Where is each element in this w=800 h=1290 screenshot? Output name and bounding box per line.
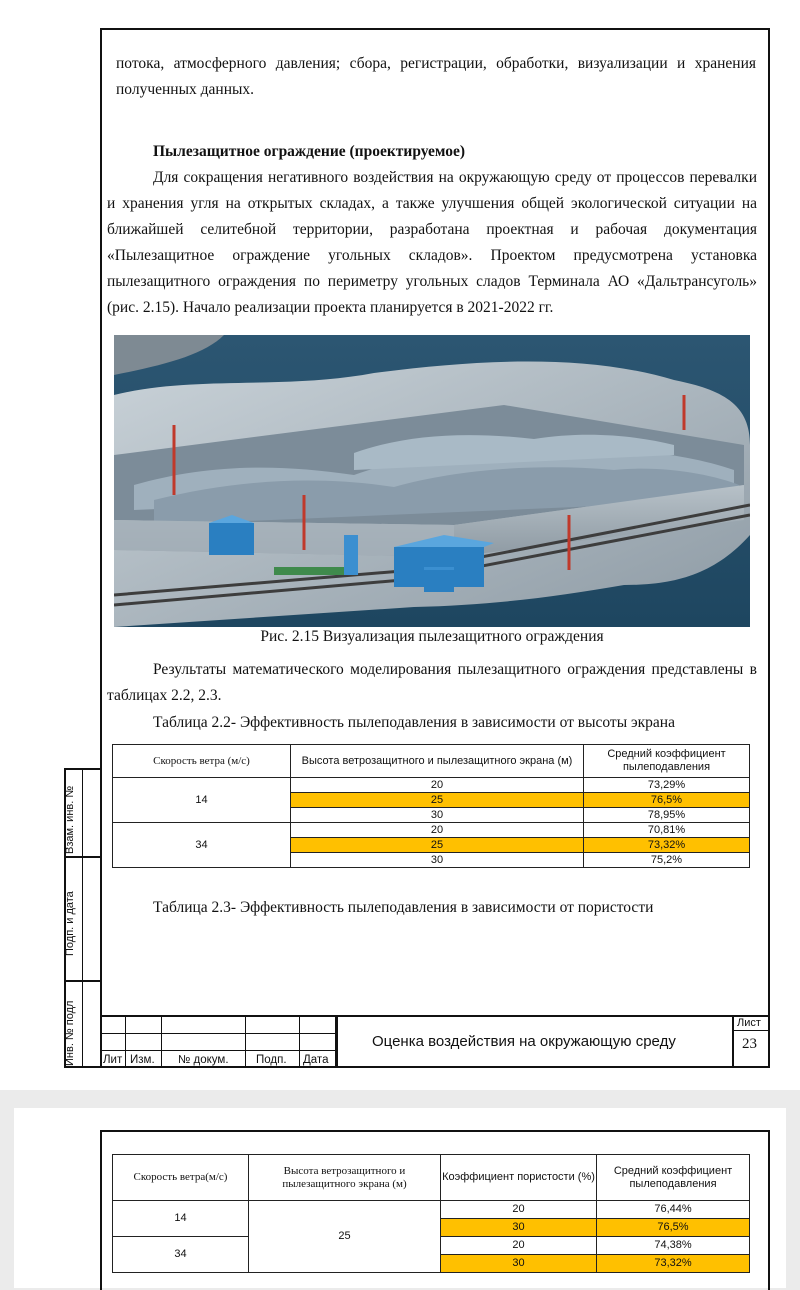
coef-cell: 76,5%: [584, 793, 750, 808]
col-podp: Подп.: [256, 1054, 287, 1066]
coef-cell: 76,44%: [597, 1201, 750, 1219]
intro-line-2: полученных данных.: [116, 81, 255, 98]
porosity-cell: 30: [441, 1219, 597, 1237]
height-cell: 30: [291, 853, 584, 868]
wind-cell: 14: [113, 1201, 249, 1237]
main-line-6: (рис. 2.15). Начало реализации проекта планируется в 2021-2022 гг.: [107, 299, 554, 316]
coef-cell: 75,2%: [584, 853, 750, 868]
main-line-5: пылезащитного ограждения по периметру угольных сладов Терминала АО «Дальтрансуголь»: [107, 273, 757, 290]
title-block: [100, 1015, 770, 1068]
col-doc: № докум.: [178, 1054, 229, 1066]
coef-cell: 74,38%: [597, 1237, 750, 1255]
porosity-cell: 20: [441, 1237, 597, 1255]
terminal-visualization-image: [114, 335, 750, 627]
header-cell: Скорость ветра (м/с): [113, 745, 291, 778]
header-cell: Коэффициент пористости (%): [441, 1155, 597, 1201]
height-cell: 20: [291, 778, 584, 793]
main-line-1: Для сокращения негативного воздействия на окружающую среду от процессов перевалки: [153, 169, 757, 186]
col-date: Дата: [303, 1054, 329, 1066]
header-cell: Высота ветрозащитного и пылезащитного экрана (м): [291, 745, 584, 778]
wind-cell: 34: [113, 823, 291, 868]
wind-cell: 34: [113, 1237, 249, 1273]
side-stamp-podp: [64, 858, 100, 982]
results-line-2: таблицах 2.2, 2.3.: [107, 687, 222, 704]
coef-cell: 73,29%: [584, 778, 750, 793]
side-stamp-label: Подп. и дата: [64, 891, 76, 956]
table-2-3-title: Таблица 2.3- Эффективность пылеподавления в зависимости от пористости: [153, 899, 654, 916]
height-cell: 30: [291, 808, 584, 823]
intro-line-1: потока, атмосферного давления; сбора, регистрации, обработки, визуализации и хранения: [116, 55, 756, 72]
coef-cell: 76,5%: [597, 1219, 750, 1237]
table-2-2-title: Таблица 2.2- Эффективность пылеподавления в зависимости от высоты экрана: [153, 714, 675, 731]
header-cell: Скорость ветра(м/с): [113, 1155, 249, 1201]
wind-cell: 14: [113, 778, 291, 823]
coef-cell: 73,32%: [597, 1255, 750, 1273]
col-lit: Лит: [103, 1054, 123, 1066]
figure-caption: Рис. 2.15 Визуализация пылезащитного ограждения: [260, 628, 604, 645]
height-cell: 25: [249, 1201, 441, 1273]
height-cell: 25: [291, 793, 584, 808]
side-stamp-label: Инв. № подл: [64, 1000, 76, 1066]
sheet-number: 23: [742, 1036, 757, 1052]
header-cell: Средний коэффициент пылеподавления: [584, 745, 750, 778]
table-2-3: [112, 1154, 750, 1273]
sheet-label: Лист: [737, 1017, 761, 1029]
height-cell: 25: [291, 838, 584, 853]
main-line-3: ближайшей селитебной территории, разработана проектная и рабочая документация: [107, 221, 757, 238]
height-cell: 20: [291, 823, 584, 838]
porosity-cell: 30: [441, 1255, 597, 1273]
section-heading: Пылезащитное ограждение (проектируемое): [153, 143, 466, 160]
side-stamp-inv: [64, 982, 100, 1068]
main-line-2: и хранения угля на открытых складах, а также улучшения общей экологической ситуации на: [107, 195, 757, 212]
header-cell: Высота ветрозащитного и пылезащитного экрана (м): [249, 1155, 441, 1201]
porosity-cell: 20: [441, 1201, 597, 1219]
results-line-1: Результаты математического моделирования пылезащитного ограждения представлены в: [153, 661, 757, 678]
coef-cell: 78,95%: [584, 808, 750, 823]
table-2-2: [112, 744, 750, 868]
side-stamp-label: Взам. инв. №: [64, 785, 76, 854]
col-izm: Изм.: [130, 1054, 155, 1066]
coef-cell: 73,32%: [584, 838, 750, 853]
document-page-2: [14, 1108, 786, 1288]
main-line-4: «Пылезащитное ограждение угольных складов». Проектом предусмотрена установка: [107, 247, 757, 264]
side-stamp-vzam: [64, 768, 100, 858]
document-title: Оценка воздействия на окружающую среду: [372, 1033, 676, 1050]
coef-cell: 70,81%: [584, 823, 750, 838]
header-cell: Средний коэффициент пылеподавления: [597, 1155, 750, 1201]
